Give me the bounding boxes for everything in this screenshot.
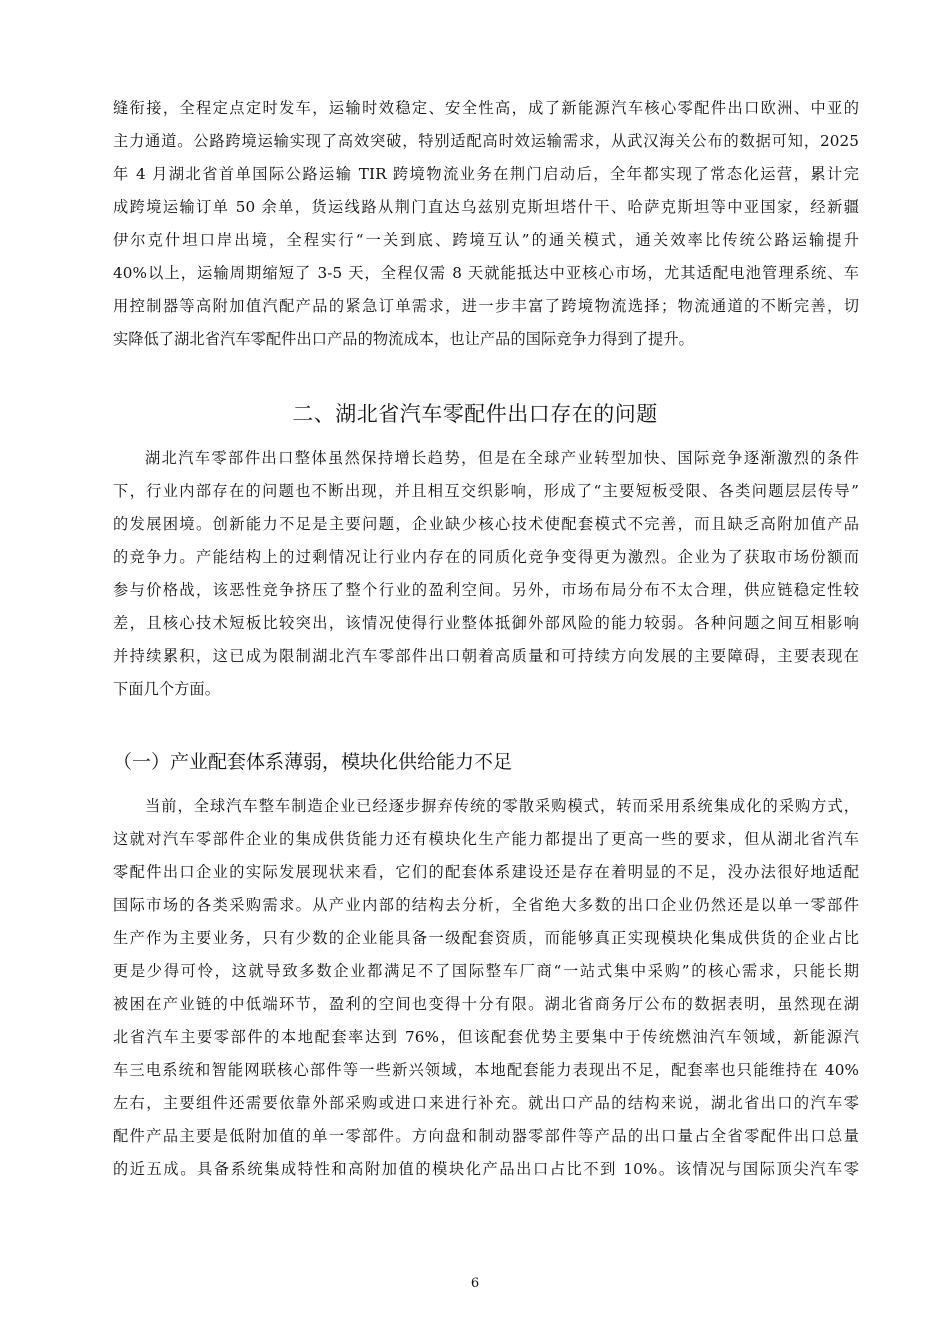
text-line: 主力通道。公路跨境运输实现了高效突破，特别适配高时效运输需求，从武汉海关公布的数据可知，2025 — [113, 132, 859, 150]
text-line: 车三电系统和智能网联核心部件等一些新兴领域，本地配套能力表现出不足，配套率也只能维持在 40% — [113, 1061, 859, 1079]
text-line: 伊尔克什坦口岸出境，全程实行“一关到底、跨境互认”的通关模式，通关效率比传统公路运输提升 — [113, 231, 859, 249]
text-line: 缝衔接，全程定点定时发车，运输时效稳定、安全性高，成了新能源汽车核心零配件出口欧洲、中亚的 — [113, 99, 859, 117]
text-line: 实降低了湖北省汽车零配件出口产品的物流成本，也让产品的国际竞争力得到了提升。 — [113, 330, 694, 348]
text-line: 湖北汽车零部件出口整体虽然保持增长趋势，但是在全球产业转型加快、国际竞争逐渐激烈的条件 — [145, 449, 859, 467]
text-line: 更是少得可怜，这就导致多数企业都满足不了国际整车厂商“一站式集中采购”的核心需求，只能长期 — [113, 962, 859, 980]
text-line: 成跨境运输订单 50 余单，货运线路从荆门直达乌兹别克斯坦塔什干、哈萨克斯坦等中亚国家，经新疆 — [113, 198, 859, 216]
text-line: 零配件出口企业的实际发展现状来看，它们的配套体系建设还是存在着明显的不足，没办法很好地适配 — [113, 863, 859, 881]
text-line: 用控制器等高附加值汽配产品的紧急订单需求，进一步丰富了跨境物流选择；物流通道的不断完善，切 — [113, 297, 859, 315]
section-heading: 二、湖北省汽车零配件出口存在的问题 — [292, 402, 658, 426]
text-line: 下面几个方面。 — [113, 680, 221, 698]
text-line: 并持续累积，这已成为限制湖北汽车零部件出口朝着高质量和可持续方向发展的主要障碍，主要表现在 — [113, 647, 859, 665]
text-line: 生产作为主要业务，只有少数的企业能具备一级配套资质，而能够真正实现模块化集成供货的企业占比 — [113, 929, 859, 947]
text-line: 配件产品主要是低附加值的单一零部件。方向盘和制动器零部件等产品的出口量占全省零配件出口总量 — [113, 1127, 859, 1145]
text-line: 的近五成。具备系统集成特性和高附加值的模块化产品出口占比不到 10%。该情况与国际顶尖汽车零 — [113, 1160, 859, 1178]
text-line: 下，行业内部存在的问题也不断出现，并且相互交织影响，形成了“主要短板受限、各类问题层层传导” — [113, 482, 859, 500]
page-number: 6 — [470, 1276, 480, 1291]
text-line: 参与价格战，该恶性竞争挤压了整个行业的盈利空间。另外，市场布局分布不太合理，供应链稳定性较 — [113, 581, 859, 599]
text-line: 年 4 月湖北省首单国际公路运输 TIR 跨境物流业务在荆门启动后，全年都实现了常态化运营，累计完 — [113, 165, 859, 183]
text-line: 国际市场的各类采购需求。从产业内部的结构去分析，全省绝大多数的出口企业仍然还是以单一零部件 — [113, 896, 859, 914]
sub-heading: （一）产业配套体系薄弱，模块化供给能力不足 — [113, 751, 513, 773]
text-line: 当前，全球汽车整车制造企业已经逐步摒弃传统的零散采购模式，转而采用系统集成化的采购方式， — [145, 797, 859, 815]
text-line: 被困在产业链的中低端环节，盈利的空间也变得十分有限。湖北省商务厅公布的数据表明，虽然现在湖 — [113, 995, 859, 1013]
text-line: 这就对汽车零部件企业的集成供货能力还有模块化生产能力都提出了更高一些的要求，但从湖北省汽车 — [113, 830, 859, 848]
text-line: 的竞争力。产能结构上的过剩情况让行业内存在的同质化竞争变得更为激烈。企业为了获取市场份额而 — [113, 548, 859, 566]
text-line: 左右，主要组件还需要依靠外部采购或进口来进行补充。就出口产品的结构来说，湖北省出口的汽车零 — [113, 1094, 859, 1112]
text-line: 北省汽车主要零部件的本地配套率达到 76%，但该配套优势主要集中于传统燃油汽车领域，新能源汽 — [113, 1028, 859, 1046]
text-line: 40%以上，运输周期缩短了 3-5 天，全程仅需 8 天就能抵达中亚核心市场，尤其适配电池管理系统、车 — [113, 264, 859, 282]
text-line: 的发展困境。创新能力不足是主要问题，企业缺少核心技术使配套模式不完善，而且缺乏高附加值产品 — [113, 515, 859, 533]
text-line: 差，且核心技术短板比较突出，该情况使得行业整体抵御外部风险的能力较弱。各种问题之间互相影响 — [113, 614, 859, 632]
